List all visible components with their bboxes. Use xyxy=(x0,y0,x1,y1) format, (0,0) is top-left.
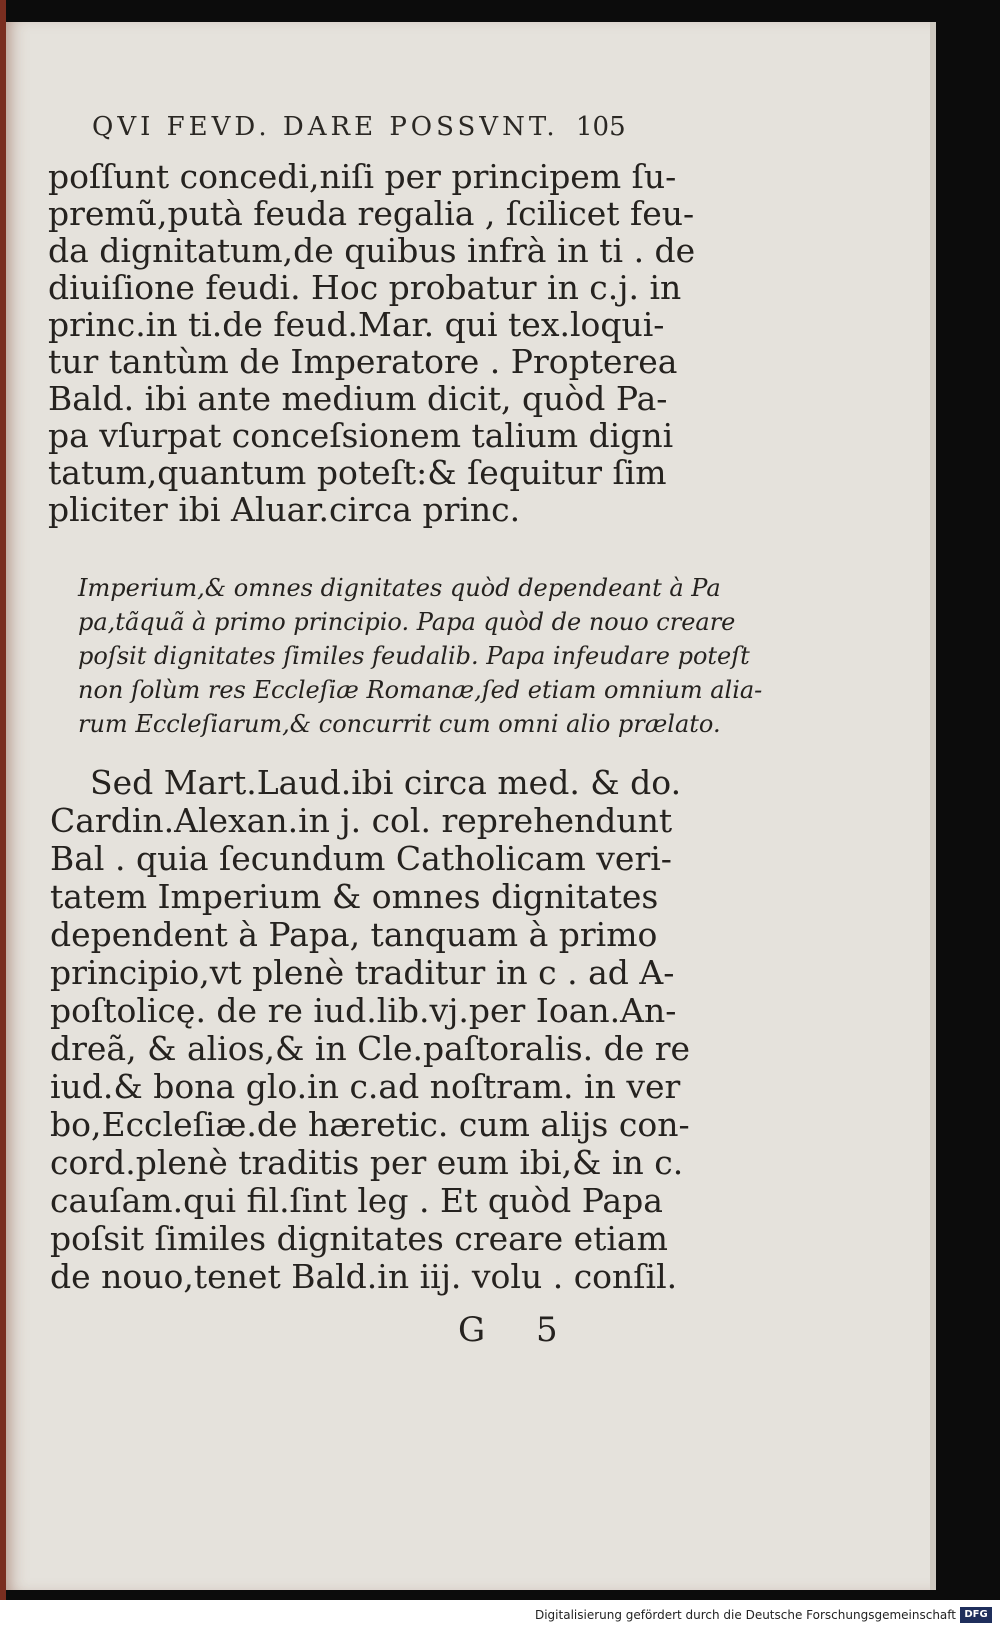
text-line: poſsit ſimiles dignitates creare etiam xyxy=(50,1219,668,1258)
text-line: poſſunt concedi,niſi per principem ſu- xyxy=(48,157,677,196)
digitization-footer xyxy=(0,1600,1000,1634)
text-line: da dignitatum,de quibus infrà in ti . de xyxy=(48,231,696,270)
text-line: tur tantùm de Imperatore . Propterea xyxy=(48,342,678,381)
footer-credit: Digitalisierung gefördert durch die Deutsche Forschungsgemeinschaft xyxy=(534,1608,956,1622)
text-line: dreã, & alios,& in Cle.paſtoralis. de re xyxy=(50,1029,691,1068)
text-line: pa vſurpat conceſsionem talium digni xyxy=(48,416,674,455)
text-line: diuiſione feudi. Hoc probatur in c.j. in xyxy=(48,268,682,307)
text-line: pliciter ibi Aluar.circa princ. xyxy=(48,490,521,529)
dfg-logo: DFG xyxy=(960,1607,992,1623)
text-line: tatem Imperium & omnes dignitates xyxy=(50,877,659,916)
text-line: dependent à Papa, tanquam à primo xyxy=(50,915,658,954)
text-line: cord.plenè traditis per eum ibi,& in c. xyxy=(50,1143,684,1182)
text-line: Cardin.Alexan.in j. col. reprehendunt xyxy=(50,801,673,840)
summary-note-line: non ſolùm res Eccleſiæ Romanæ,ſed etiam omnium alia- xyxy=(78,676,763,704)
text-line: bo,Eccleſiæ.de hæretic. cum alijs con- xyxy=(50,1105,690,1144)
text-line: Bald. ibi ante medium dicit, quòd Pa- xyxy=(48,379,668,418)
text-line: princ.in ti.de feud.Mar. qui tex.loqui- xyxy=(48,305,665,344)
text-line: iud.& bona glo.in c.ad noſtram. in ver xyxy=(50,1067,681,1106)
text-line: Sed Mart.Laud.ibi circa med. & do. xyxy=(90,763,682,802)
summary-note-line: pa,tãquã à primo principio. Papa quòd de nouo creare xyxy=(78,608,736,636)
text-line: tatum,quantum poteſt:& ſequitur ſim xyxy=(48,453,667,492)
running-title: QVI FEVD. DARE POSSVNT. xyxy=(92,112,559,142)
signature-mark: G 5 xyxy=(458,1310,578,1350)
text-line: premũ,putà feuda regalia , ſcilicet feu- xyxy=(48,194,695,233)
text-line: poſtolicę. de re iud.lib.vj.per Ioan.An- xyxy=(50,991,677,1030)
summary-note-line: poſsit dignitates ſimiles feudalib. Papa infeudare poteſt xyxy=(78,642,750,670)
text-line: principio,vt plenè traditur in c . ad A- xyxy=(50,953,675,992)
folio-number: 105 xyxy=(576,112,626,142)
summary-note-line: Imperium,& omnes dignitates quòd dependeant à Pa xyxy=(78,574,721,602)
text-line: cauſam.qui fil.ſint leg . Et quòd Papa xyxy=(50,1181,663,1220)
text-line: de nouo,tenet Bald.in iij. volu . conſil. xyxy=(50,1257,678,1296)
text-line: Bal . quia ſecundum Catholicam veri- xyxy=(50,839,672,878)
book-spine-edge xyxy=(0,0,6,1600)
summary-note-line: rum Eccleſiarum,& concurrit cum omni alio prælato. xyxy=(78,710,721,738)
